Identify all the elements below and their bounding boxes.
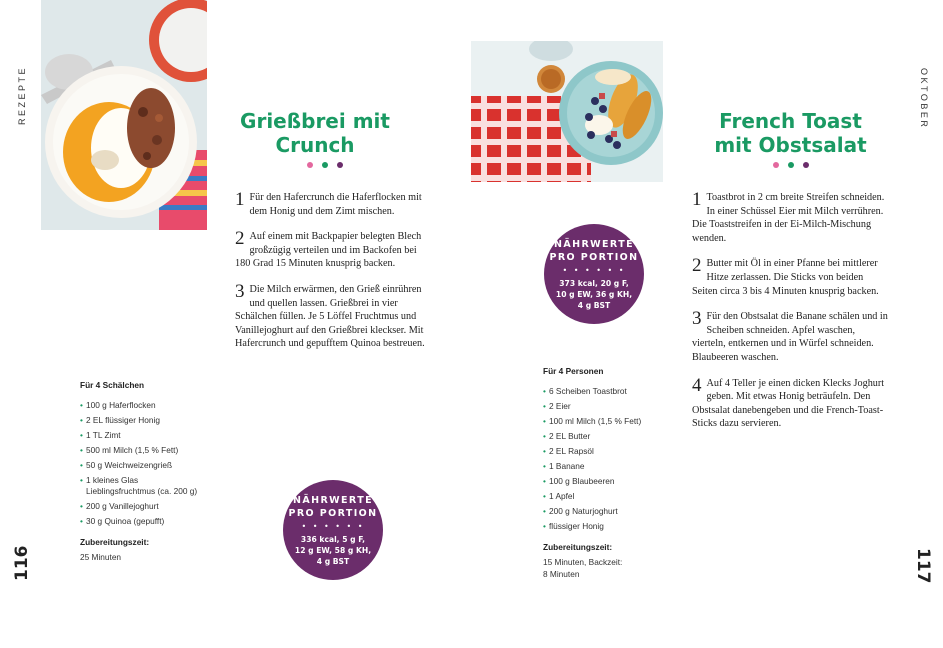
recipe-title-line1: Grießbrei mit xyxy=(240,109,390,133)
ingredient-list xyxy=(543,386,673,532)
decorative-dots xyxy=(300,162,350,168)
step-text: Für den Obstsalat die Banane schälen und in Scheiben schneiden. Apfel waschen, vierteln, entkernen und in Würfel schneiden. Blaubeeren waschen. xyxy=(692,311,888,363)
step-number: 4 xyxy=(692,374,702,396)
nutrition-title: NÄHRWERTE xyxy=(554,238,634,250)
prep-time-value xyxy=(543,556,673,580)
section-label: OKTOBER xyxy=(919,68,929,130)
recipe-title-line2: mit Obstsalat xyxy=(714,133,867,157)
ingredient-item: • 30 g Quinoa (gepufft) xyxy=(80,516,165,526)
nutrition-badge xyxy=(283,480,383,580)
section-label: REZEPTE xyxy=(17,65,27,125)
ingredient-item: • 2 Eier xyxy=(543,401,571,411)
nutrition-line: 4 g BST xyxy=(316,556,350,566)
ingredients-panel xyxy=(80,380,205,563)
ingredient-item: • 2 EL Rapsöl xyxy=(543,446,594,456)
recipe-title-line2: Crunch xyxy=(275,133,355,157)
step-text: Butter mit Öl in einer Pfanne bei mittlerer Hitze zerlassen. Die Sticks von beiden Seiten circa 3 bis 4 Minuten knusprig backen. xyxy=(692,258,879,297)
step-2 xyxy=(235,230,433,271)
dot-purple xyxy=(803,162,809,168)
ingredient-item: • 50 g Weichweizengrieß xyxy=(80,460,173,470)
step-3 xyxy=(692,310,890,364)
nutrition-line: 4 g BST xyxy=(577,300,611,310)
dot-purple xyxy=(337,162,343,168)
nutrition-subtitle: PRO PORTION xyxy=(288,507,378,519)
nutrition-line: 373 kcal, 20 g F, xyxy=(559,278,629,288)
prep-time-label: Zubereitungszeit: xyxy=(543,542,613,552)
step-text: Die Milch erwärmen, den Grieß einrühren und quellen lassen. Grießbrei in vier Schälchen füllen. Je 5 Löffel Fruchtmus und Vanillejoghurt auf den Grießbrei kleckser. Mit Hafercrunch und gepufftem Quinoa bestreuen. xyxy=(235,283,425,350)
ingredient-item: • flüssiger Honig xyxy=(543,521,604,531)
servings: Für 4 Schälchen xyxy=(80,380,145,390)
step-number: 3 xyxy=(235,280,245,302)
step-4 xyxy=(692,374,890,431)
ingredient-item: • 2 EL Butter xyxy=(543,431,591,441)
decorative-dots xyxy=(766,162,816,168)
step-3 xyxy=(235,280,433,351)
nutrition-title: NÄHRWERTE xyxy=(293,494,373,506)
ingredients-panel xyxy=(543,366,673,580)
dot-green xyxy=(322,162,328,168)
recipe-title xyxy=(230,109,400,157)
french-toast-photo xyxy=(471,41,663,182)
ingredient-item: • 1 TL Zimt xyxy=(80,430,121,440)
ingredient-item: • 2 EL flüssiger Honig xyxy=(80,415,160,425)
step-1 xyxy=(235,191,433,218)
nutrition-line: 336 kcal, 5 g F, xyxy=(300,534,366,544)
ingredient-item: • 100 g Haferflocken xyxy=(80,400,156,410)
ingredient-item: • 100 g Blaubeeren xyxy=(543,476,615,486)
step-number: 2 xyxy=(692,255,702,277)
prep-time-line2: 8 Minuten xyxy=(543,569,580,579)
ingredient-item: • 1 Apfel xyxy=(543,491,575,501)
step-text: Toastbrot in 2 cm breite Streifen schneiden. In einer Schüssel Eier mit Milch verrühren. Die Toaststreifen in der Ei-Milch-Mischung wenden. xyxy=(692,192,885,244)
step-number: 3 xyxy=(692,308,702,330)
servings: Für 4 Personen xyxy=(543,366,604,376)
ingredient-item: • 200 g Vanillejoghurt xyxy=(80,501,159,511)
ingredient-item: • 200 g Naturjoghurt xyxy=(543,506,618,516)
ingredient-list xyxy=(80,400,205,527)
dot-green xyxy=(788,162,794,168)
dot-pink xyxy=(307,162,313,168)
step-2 xyxy=(692,257,890,298)
recipe-title xyxy=(688,109,893,157)
nutrition-line: 12 g EW, 58 g KH, xyxy=(294,545,372,555)
prep-time-line1: 15 Minuten, Backzeit: xyxy=(543,557,623,567)
nutrition-badge xyxy=(544,224,644,324)
ingredient-item: • 1 kleines Glas Lieblingsfruchtmus (ca. 200 g) xyxy=(80,475,198,496)
page-number: 117 xyxy=(913,548,933,584)
step-1 xyxy=(692,191,890,245)
porridge-photo xyxy=(41,0,207,230)
instructions xyxy=(692,191,890,443)
ingredient-item: • 500 ml Milch (1,5 % Fett) xyxy=(80,445,179,455)
step-text: Für den Hafercrunch die Haferflocken mit dem Honig und dem Zimt mischen. xyxy=(249,192,422,217)
step-number: 1 xyxy=(692,189,702,210)
recipe-title-line1: French Toast xyxy=(719,109,862,133)
prep-time-label: Zubereitungszeit: xyxy=(80,537,150,547)
nutrition-dots: • • • • • • xyxy=(301,521,365,531)
instructions xyxy=(235,191,433,363)
step-number: 2 xyxy=(235,228,245,250)
prep-time-value: 25 Minuten xyxy=(80,552,122,562)
step-number: 1 xyxy=(235,189,245,210)
ingredient-item: • 1 Banane xyxy=(543,461,585,471)
page-number: 116 xyxy=(12,545,32,581)
nutrition-dots: • • • • • • xyxy=(562,265,626,275)
step-text: Auf 4 Teller je einen dicken Klecks Joghurt geben. Mit etwas Honig beträufeln. Den Obstsalat danebengeben und die French-Toast-Sticks dazu servieren. xyxy=(692,377,885,430)
ingredient-item: • 6 Scheiben Toastbrot xyxy=(543,386,627,396)
nutrition-subtitle: PRO PORTION xyxy=(549,251,639,263)
dot-pink xyxy=(773,162,779,168)
step-text: Auf einem mit Backpapier belegten Blech großzügig verteilen und im Backofen bei 180 Grad 15 Minuten knusprig backen. xyxy=(235,231,422,270)
nutrition-line: 10 g EW, 36 g KH, xyxy=(555,289,633,299)
ingredient-item: • 100 ml Milch (1,5 % Fett) xyxy=(543,416,642,426)
